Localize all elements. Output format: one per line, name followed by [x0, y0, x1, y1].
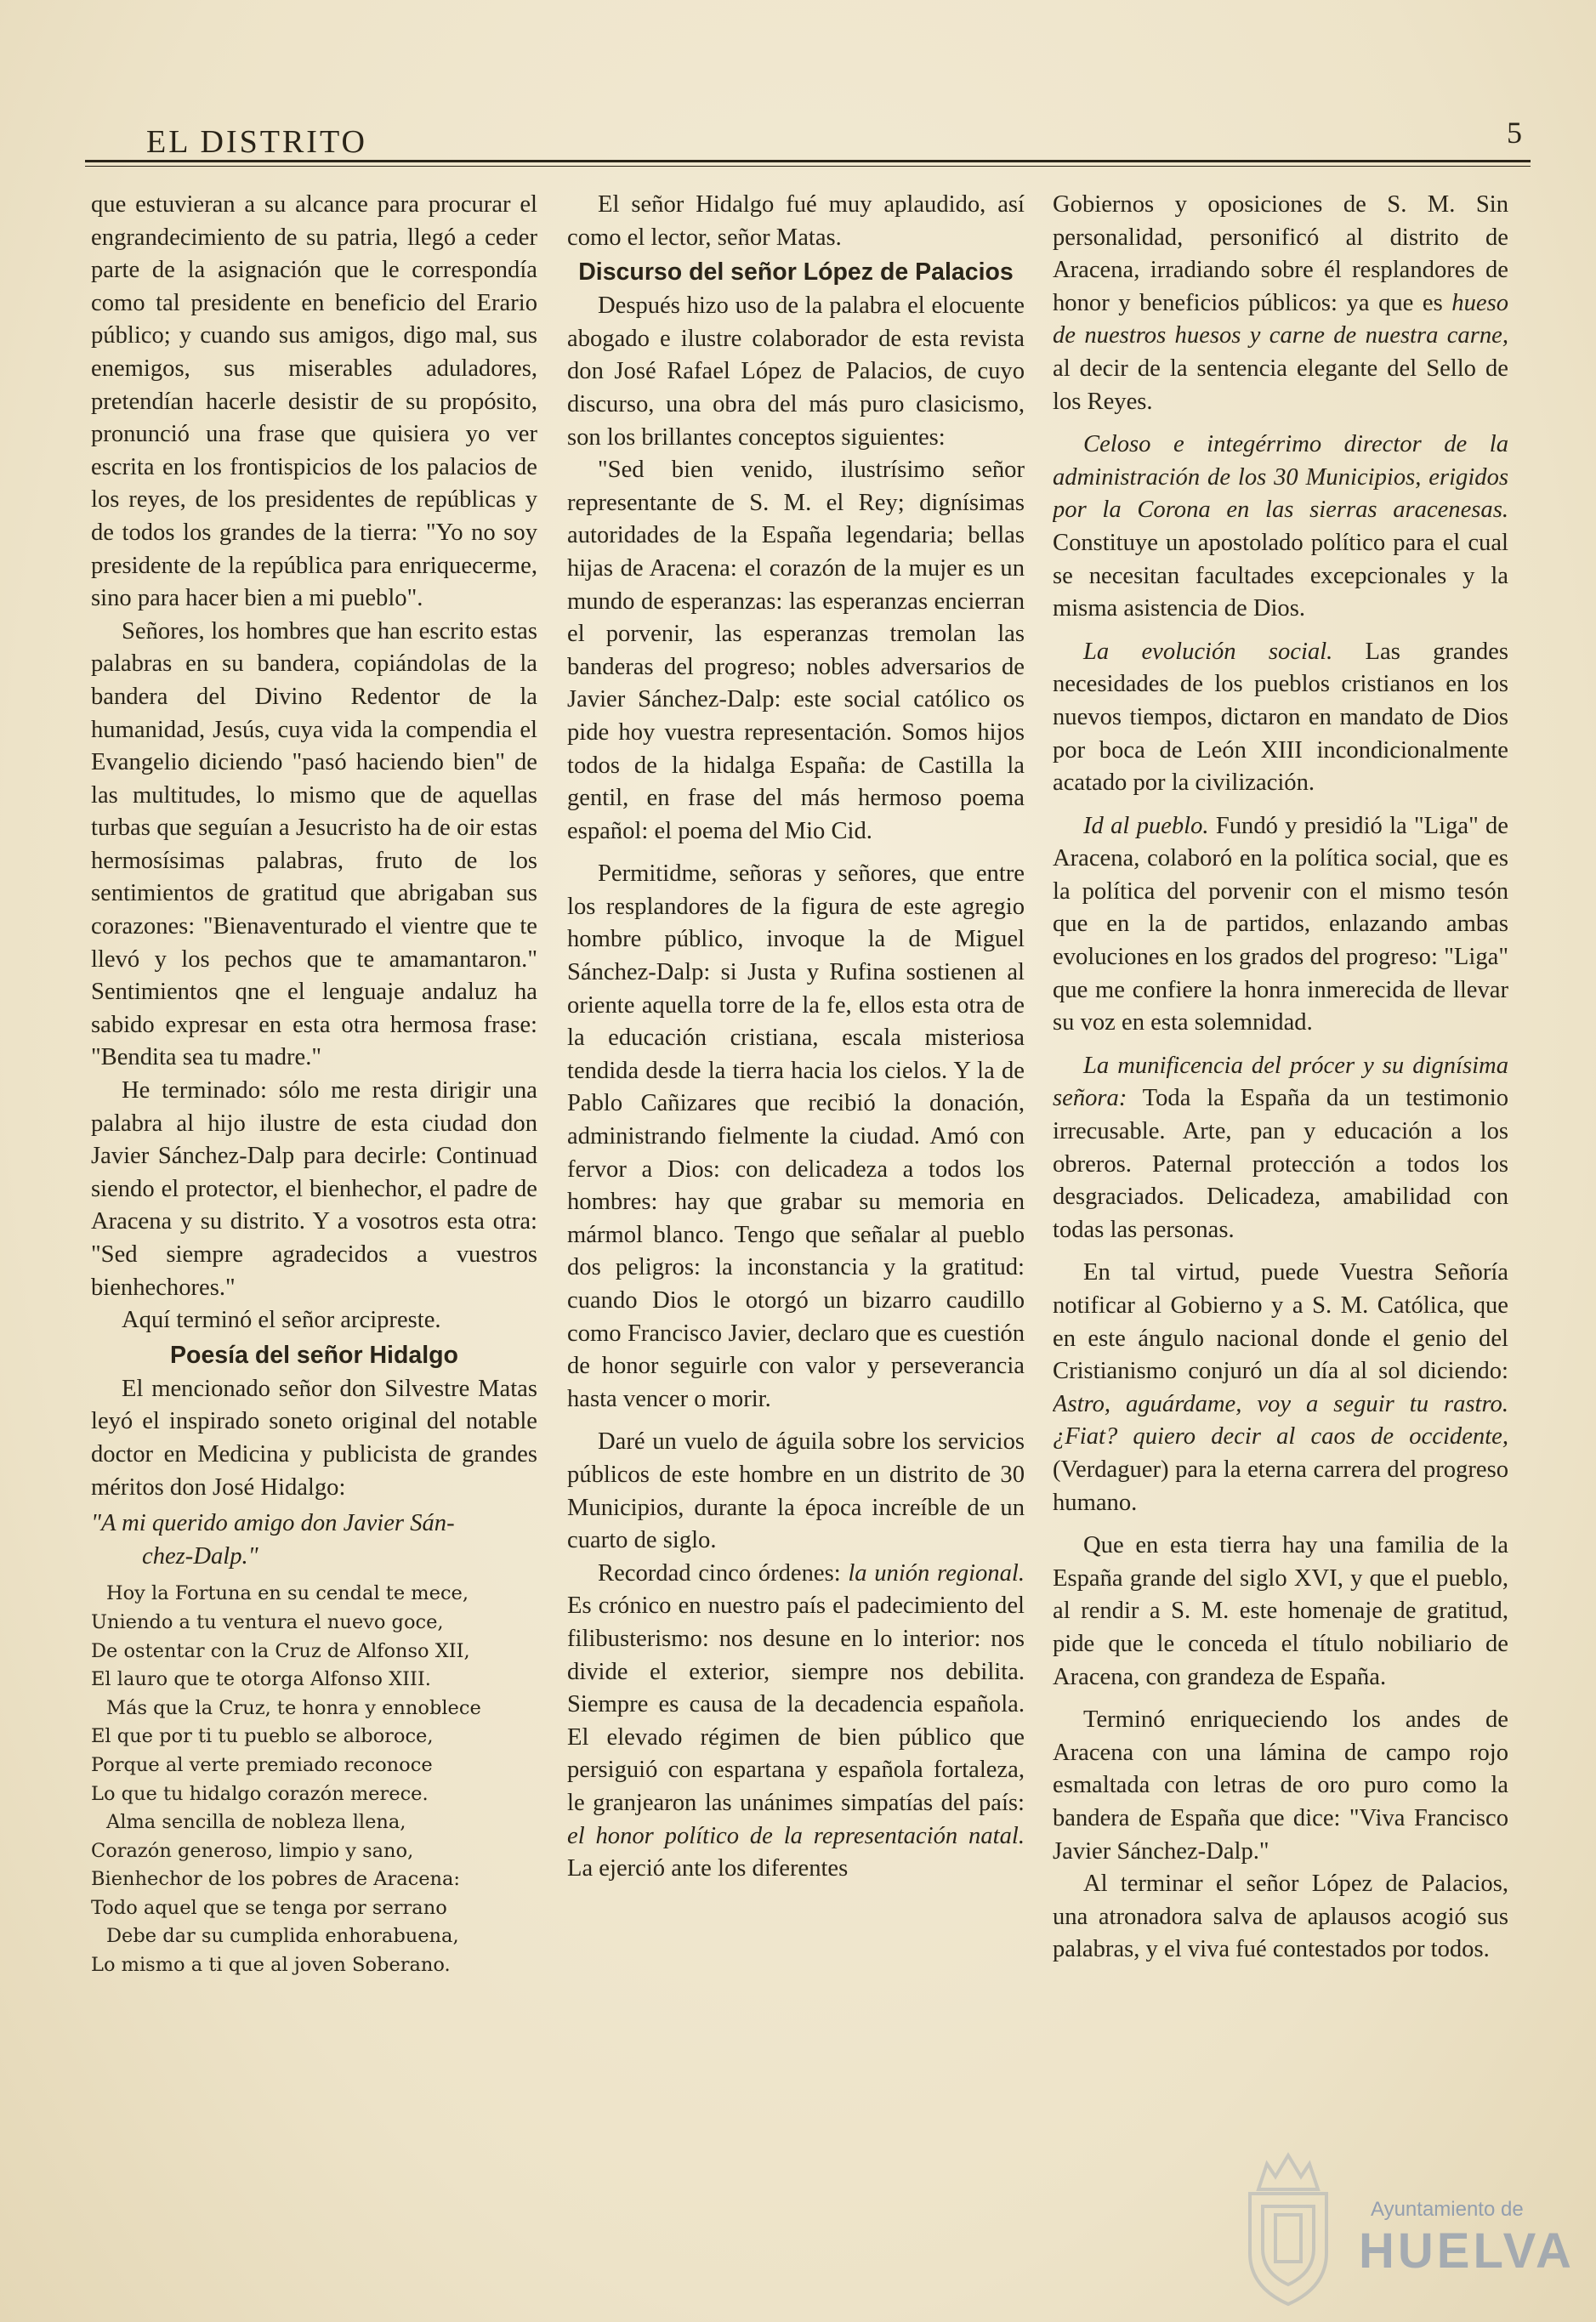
page-number: 5: [1507, 116, 1522, 150]
poem-line: Alma sencilla de nobleza llena,: [106, 1811, 406, 1834]
paragraph: [1053, 429, 1508, 626]
poem-line: Corazón generoso, limpio y sano,: [91, 1839, 414, 1862]
paragraph: que estuvieran a su alcance para procurar el engrandecimiento de su patria, llegó a ceder parte de la asignación que le correspondía como tal presidente en beneficio del Erario público; y cuando sus amigos, digo mal, sus enemigos, sus miserables aduladores, pretendían hacerle desistir de su propósito, pronunció una frase que quisiera yo ver escrita en los frontispicios de los palacios de los reyes, de los presidentes de repúblicas y de todos los grandes de la tierra: "Yo no soy presidente de la república para enriquecerme, sino para hacer bien a mi pueblo".: [91, 191, 537, 612]
text-run: Fundó y presidió la "Liga" de Aracena, colaboró en la política social, que es la política del porvenir con el mismo tesón que en la de partidos, enlazando ambas evoluciones en los grados del progreso: "Liga" que me confiere la honra inmerecida de llevar su voz en esta solemnidad.: [1053, 812, 1508, 1036]
paragraph: El señor Hidalgo fué muy aplaudido, así como el lector, señor Matas.: [567, 191, 1025, 251]
italic-run: La evolución social.: [1083, 638, 1333, 665]
section-heading: Poesía del señor Hidalgo: [170, 1341, 458, 1369]
column-left: [91, 189, 537, 2194]
poem-line: Bienhechor de los pobres de Aracena:: [91, 1868, 461, 1891]
paragraph: Que en esta tierra hay una familia de la España grande del siglo XVI, y que el pueblo, al rendir a S. M. este homenaje de gratitud, pide que le conceda el título nobiliario de Aracena, con grandeza de España.: [1053, 1532, 1508, 1690]
paragraph: [1053, 810, 1508, 1040]
paragraph: Terminó enriqueciendo los andes de Aracena con una lámina de campo rojo esmaltada con letras de oro puro como la bandera de España que dice: "Viva Francisco Javier Sánchez-Dalp.": [1053, 1706, 1508, 1865]
text-run: Gobiernos y oposiciones de S. M. Sin personalidad, personificó al distrito de Aracena, irradiando sobre él resplandores de honor y beneficios públicos: ya que es: [1053, 191, 1508, 316]
paragraph: Aquí terminó el señor arcipreste.: [122, 1307, 441, 1334]
poem-line: Lo que tu hidalgo corazón merece.: [91, 1782, 429, 1805]
italic-run: La munificencia del prócer y su dignísima señora:: [1053, 1052, 1508, 1112]
paragraph: Daré un vuelo de águila sobre los servicios públicos de este hombre en un distrito de 30 Municipios, durante la época increíble de un cuarto de siglo.: [567, 1428, 1025, 1554]
paragraph: [1053, 189, 1508, 418]
dedication-line: "A mi querido amigo don Javier Sán-: [91, 1510, 455, 1537]
text-run: La ejerció ante los diferentes: [567, 1855, 849, 1882]
paragraph: "Sed bien venido, ilustrísimo señor representante de S. M. el Rey; dignísimas autoridades de la España legendaria; bellas hijas de Aracena: el corazón de la mujer es un mundo de esperanzas: las esperanzas encierran el porvenir, las esperanzas tremolan las banderas del progreso; nobles adversarios de Javier Sánchez-Dalp: este social católico os pide hoy vuestra representación. Somos hijos todos de la hidalga España: de Castilla la gentil, en frase del más hermoso poema español: el poema del Mio Cid.: [567, 457, 1025, 844]
column-right: [1053, 189, 1508, 2194]
paragraph: [1053, 636, 1508, 800]
poem-line: Hoy la Fortuna en su cendal te mece,: [106, 1582, 469, 1605]
text-run: (Verdaguer) para la eterna carrera del progreso humano.: [1053, 1456, 1508, 1516]
sonnet: [91, 1580, 537, 1979]
poem-line: Porque al verte premiado reconoce: [91, 1753, 433, 1776]
poem-line: Más que la Cruz, te honra y ennoblece: [106, 1696, 481, 1719]
italic-run: el honor político de la representación natal.: [567, 1822, 1025, 1849]
text-run: Las grandes necesidades de los pueblos cristianos en los nuevos tiempos, dictaron en mandato de Dios por boca de León XIII incondicionalmente acatado por la civilización.: [1053, 638, 1508, 797]
text-run: Es crónico en nuestro país el padecimiento del filibusterismo: nos desune en lo interior: nos divide el exterior, siempre nos debilita. Siempre es causa de la decadencia española. El elevado régimen de bien público que persiguió con espartana y española fortaleza, le granjearon las unánimes simpatías del país:: [567, 1592, 1025, 1816]
italic-run: la unión regional.: [848, 1559, 1025, 1587]
page-header: [85, 115, 1531, 166]
text-run: Toda la España da un testimonio irrecusable. Arte, pan y educación a los obreros. Paternal protección a todos los desgraciados. Delicadeza, amabilidad con todas las personas.: [1053, 1085, 1508, 1243]
section-heading: Discurso del señor López de Palacios: [578, 258, 1014, 287]
poem-line: De ostentar con la Cruz de Alfonso XII,: [91, 1639, 470, 1662]
text-run: al decir de la sentencia elegante del Sello de los Reyes.: [1053, 355, 1508, 415]
paragraph: Después hizo uso de la palabra el elocuente abogado e ilustre colaborador de esta revista don José Rafael López de Palacios, de cuyo discurso, una obra del más puro clasicismo, son los brillantes conceptos siguientes:: [567, 292, 1025, 451]
watermark-title: HUELVA: [1359, 2223, 1575, 2279]
column-middle: [567, 189, 1025, 2194]
poem-line: Todo aquel que se tenga por serrano: [91, 1896, 447, 1919]
paragraph: He terminado: sólo me resta dirigir una palabra al hijo ilustre de esta ciudad don Javier Sánchez-Dalp para decirle: Continuad siendo el protector, el bienhechor, el padre de Aracena y su distrito. Y a vosotros esta otra: "Sed siempre agradecidos a vuestros bienhechores.": [91, 1077, 537, 1301]
journal-title: EL DISTRITO: [146, 124, 367, 160]
paragraph: [567, 1558, 1025, 1886]
watermark-text: Ayuntamiento de: [1371, 2198, 1524, 2221]
paragraph: [1053, 1050, 1508, 1247]
paragraph: Señores, los hombres que han escrito estas palabras en su bandera, copiándolas de la bandera del Divino Redentor de la humanidad, Jesús, cuya vida la compendia el Evangelio diciendo "pasó haciendo bien" de las multitudes, lo mismo que de aquellas turbas que seguían a Jesucristo ha de oir estas hermosísimas palabras, fruto de los sentimientos de gratitud que abrigaban sus corazones: "Bienaventurado el vientre que te llevó y los pechos que te amamantaron." Sentimientos qne el lenguaje andaluz ha sabido expresar en esta otra hermosa frase: "Bendita sea tu madre.": [91, 617, 537, 1071]
poem-line: Uniendo a tu ventura el nuevo goce,: [91, 1610, 444, 1633]
text-run: En tal virtud, puede Vuestra Señoría notificar al Gobierno y a S. M. Católica, que en este ángulo nacional donde el genio del Cristianismo conjuró un día al sol diciendo:: [1053, 1259, 1508, 1385]
sonnet-dedication: [91, 1507, 537, 1573]
italic-run: Id al pueblo.: [1083, 812, 1209, 839]
paragraph: [1053, 1257, 1508, 1519]
paragraph: El mencionado señor don Silvestre Matas leyó el inspirado soneto original del notable doctor en Medicina y publicista de grandes méritos don José Hidalgo:: [91, 1375, 537, 1501]
dedication-line: chez-Dalp.": [142, 1542, 258, 1570]
poem-line: Debe dar su cumplida enhorabuena,: [106, 1925, 459, 1948]
header-rule-thin: [85, 166, 1531, 167]
italic-run: hueso de nuestros huesos y carne de nuestra carne,: [1053, 289, 1508, 349]
header-rule: [85, 160, 1531, 162]
text-run: Recordad cinco órdenes:: [598, 1559, 849, 1587]
paragraph: Permitidme, señoras y señores, que entre los resplandores de la figura de este agregio hombre público, invoque la de Miguel Sánchez-Dalp: si Justa y Rufina sostienen al oriente aquella torre de la fe, ellos esta otra de la educación cristiana, escala misteriosa tendida desde la tierra hacia los cielos. Y la de Pablo Cañizares que recibió la donación, administrando fielmente la ciudad. Amó con fervor a Dios: con delicadeza a todos los hombres: hay que grabar su memoria en mármol blanco. Tengo que señalar al pueblo dos peligros: la inconstancia y la gratitud: cuando Dios le otorgó un bizarro caudillo como Francisco Javier, declaro que es cuestión de honor seguirle con valor y perseverancia hasta vencer o morir.: [567, 860, 1025, 1412]
italic-run: Celoso e integérrimo director de la administración de los 30 Municipios, erigidos por la Corona en las sierras aracenesas.: [1053, 431, 1508, 524]
italic-run: Astro, aguárdame, voy a seguir tu rastro. ¿Fiat? quiero decir al caos de occidente,: [1053, 1390, 1508, 1451]
text-run: Constituye un apostolado político para el cual se necesitan facultades excepcionales y la misma asistencia de Dios.: [1053, 529, 1508, 622]
paragraph: Al terminar el señor López de Palacios, una atronadora salva de aplausos acogió sus palabras, y el viva fué contestados por todos.: [1053, 1871, 1508, 1963]
poem-line: El que por ti tu pueblo se alboroce,: [91, 1725, 434, 1748]
poem-line: Lo mismo a ti que al joven Soberano.: [91, 1954, 451, 1977]
poem-line: El lauro que te otorga Alfonso XIII.: [91, 1668, 431, 1691]
